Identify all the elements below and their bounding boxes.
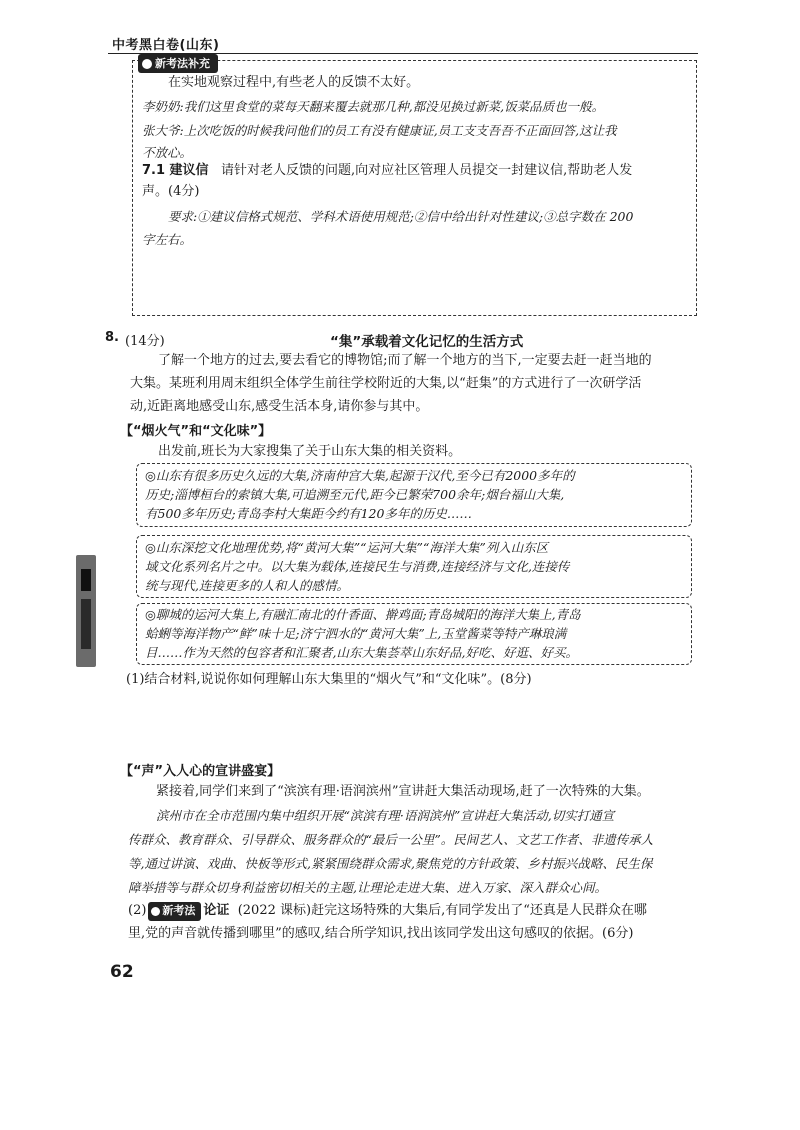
material-1-line1: ◎山东有很多历史久远的大集,济南仲宫大集,起源于汉代,至今已有2000多年的 bbox=[145, 468, 575, 483]
new-method-icon bbox=[142, 59, 152, 69]
question-8-2-line1 bbox=[128, 902, 647, 921]
book-title: 中考黑白卷(山东) bbox=[112, 38, 220, 53]
supplement-intro: 在实地观察过程中,有些老人的反馈不太好。 bbox=[168, 75, 420, 90]
material-3-line3: 目……作为天然的包容者和汇聚者,山东大集荟萃山东好品,好吃、好逛、好买。 bbox=[145, 645, 578, 660]
passage-2-line4: 障举措等与群众切身利益密切相关的主题,让理论走进大集、进入万家、深入群众心间。 bbox=[128, 880, 607, 895]
intro-line2: 大集。某班利用周末组织全体学生前往学校附近的大集,以“赶集”的方式进行了一次研学活 bbox=[130, 376, 642, 391]
side-tab-bar-1 bbox=[81, 569, 91, 591]
material-2-line3: 统与现代,连接更多的人和人的感情。 bbox=[145, 578, 349, 593]
material-2-line1: ◎山东深挖文化地理优势,将“黄河大集”“运河大集”“海洋大集”列入山东区 bbox=[145, 540, 549, 555]
question-8-2-prefix: (2) bbox=[128, 903, 147, 918]
supplement-tag bbox=[138, 54, 218, 73]
section-2-intro: 紧接着,同学们来到了“滨滨有理·语润滨州”宣讲赶大集活动现场,赶了一次特殊的大集。 bbox=[156, 784, 650, 799]
question-8-number: 8. bbox=[105, 330, 119, 345]
feedback-grandpa-zhang-l1: 张大爷:上次吃饭的时候我问他们的员工有没有健康证,员工支支吾吾不正面回答,这让我 bbox=[142, 123, 617, 138]
question-8-score: (14分) bbox=[125, 334, 165, 349]
section-xuanjiang-heading: 【“声”入人心的宣讲盛宴】 bbox=[120, 764, 281, 779]
question-7-1-line2: 声。(4分) bbox=[142, 184, 200, 199]
new-method-tag-label: 新考法 bbox=[162, 904, 196, 917]
section-yanhuoqi-heading: 【“烟火气”和“文化味”】 bbox=[120, 424, 272, 439]
passage-2-line3: 等,通过讲演、戏曲、快板等形式,紧紧围绕群众需求,聚焦党的方针政策、乡村振兴战略、民生保 bbox=[128, 856, 653, 871]
intro-line3: 动,近距离地感受山东,感受生活本身,请你参与其中。 bbox=[130, 399, 429, 414]
question-8-1: (1)结合材料,说说你如何理解山东大集里的“烟火气”和“文化味”。(8分) bbox=[126, 672, 532, 687]
material-1-line2: 历史;淄博桓台的索镇大集,可追溯至元代,距今已繁荣700余年;烟台福山大集, bbox=[145, 487, 565, 502]
passage-2-line2: 传群众、教育群众、引导群众、服务群众的“最后一公里”。民间艺人、文艺工作者、非遗传承人 bbox=[128, 832, 654, 847]
side-tab-bar-2 bbox=[81, 599, 91, 649]
side-tab-marker bbox=[76, 555, 96, 667]
passage-2-line1: 滨州市在全市范围内集中组织开展“滨滨有理·语润滨州”宣讲赶大集活动,切实打通宣 bbox=[156, 808, 615, 823]
feedback-grandma-li: 李奶奶:我们这里食堂的菜每天翻来覆去就那几种,都没见换过新菜,饭菜品质也一般。 bbox=[142, 99, 605, 114]
question-7-1-text: 请针对老人反馈的问题,向对应社区管理人员提交一封建议信,帮助老人发 bbox=[220, 163, 633, 178]
material-3-line1: ◎聊城的运河大集上,有融汇南北的什香面、擀鸡面;青岛城阳的海洋大集上,青岛 bbox=[145, 607, 581, 622]
question-7-1-line1 bbox=[142, 162, 632, 180]
supplement-tag-label: 新考法补充 bbox=[155, 57, 210, 70]
material-3-line2: 蛤蜊等海洋物产“鲜”味十足;济宁泗水的“黄河大集”上,玉堂酱菜等特产琳琅满 bbox=[145, 626, 567, 641]
question-7-1-number: 7.1 建议信 bbox=[142, 163, 209, 178]
requirements-line2: 字左右。 bbox=[142, 232, 193, 247]
question-8-2-text: (2022 课标)赶完这场特殊的大集后,有同学发出了“还真是人民群众在哪 bbox=[237, 903, 647, 918]
requirements-line1: 要求:①建议信格式规范、学科术语使用规范;②信中给出针对性建议;③总字数在 200 bbox=[168, 209, 634, 224]
new-method-tag bbox=[148, 902, 201, 921]
material-2-line2: 域文化系列名片之中。以大集为载体,连接民生与消费,连接经济与文化,连接传 bbox=[145, 559, 570, 574]
section-1-intro: 出发前,班长为大家搜集了关于山东大集的相关资料。 bbox=[158, 444, 462, 459]
question-8-title: “集”承载着文化记忆的生活方式 bbox=[330, 334, 524, 350]
feedback-grandpa-zhang-l2: 不放心。 bbox=[142, 145, 193, 160]
question-8-2-line2: 里,党的声音就传播到哪里”的感叹,结合所学知识,找出该同学发出这句感叹的依据。(6分) bbox=[128, 926, 634, 941]
page-number: 62 bbox=[110, 962, 134, 982]
new-method-icon bbox=[151, 907, 160, 916]
question-type-label: 论证 bbox=[203, 903, 230, 918]
intro-line1: 了解一个地方的过去,要去看它的博物馆;而了解一个地方的当下,一定要去赶一赶当地的 bbox=[158, 353, 652, 368]
material-1-line3: 有500多年历史;青岛李村大集距今约有120多年的历史…… bbox=[145, 506, 472, 521]
